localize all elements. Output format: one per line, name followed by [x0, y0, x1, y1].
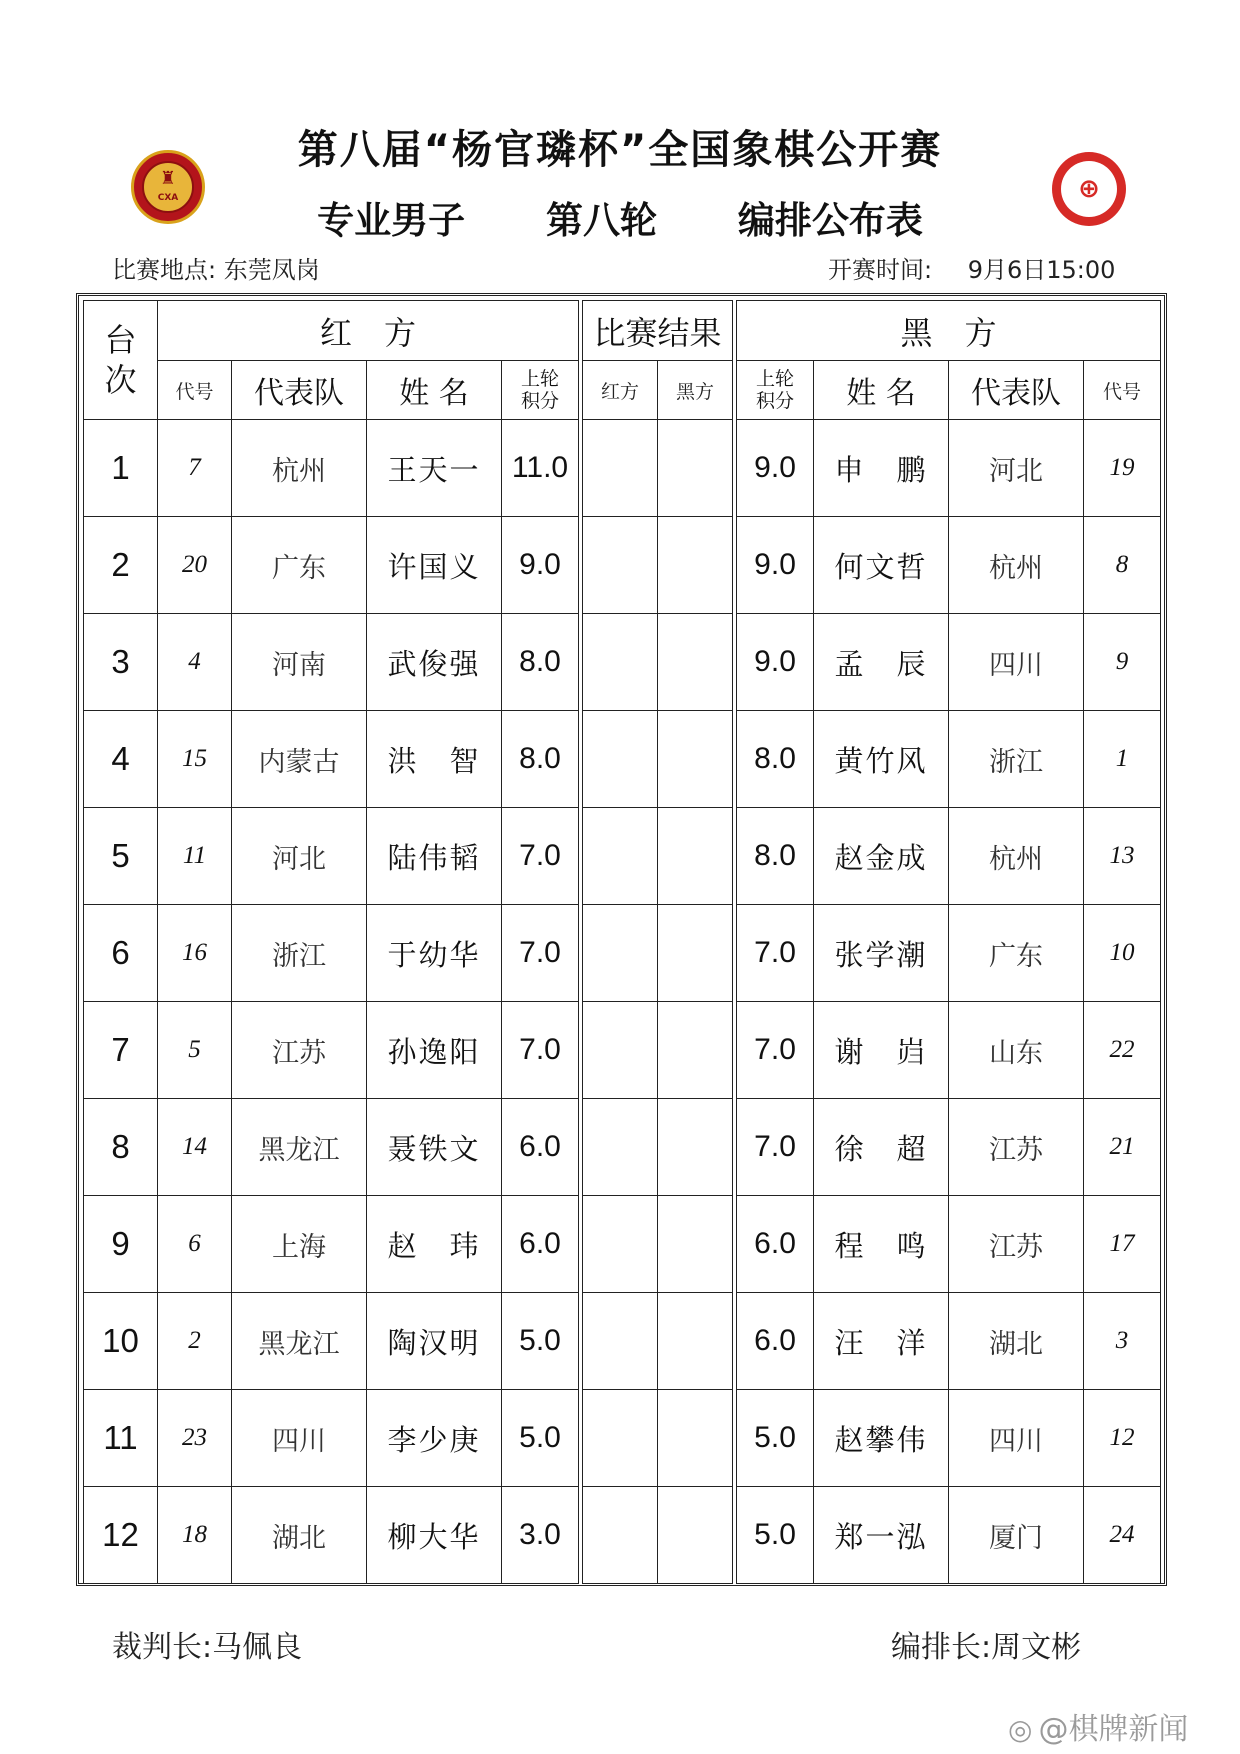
result-red-cell [583, 1293, 658, 1390]
black-prev-score: 7.0 [737, 1002, 814, 1099]
black-team-header: 代表队 [949, 361, 1084, 420]
black-team: 湖北 [949, 1293, 1084, 1390]
black-name: 郑一泓 [814, 1487, 949, 1584]
red-name: 柳大华 [367, 1487, 502, 1584]
result-black-cell [658, 1293, 733, 1390]
black-prev-score: 9.0 [737, 517, 814, 614]
red-code: 15 [158, 711, 232, 808]
watermark [1008, 1704, 1188, 1748]
black-prev-score: 8.0 [737, 808, 814, 905]
black-code: 12 [1084, 1390, 1161, 1487]
subtitle-round: 第八轮 [546, 199, 657, 242]
chief-referee: 裁判长:马佩良 [112, 1630, 303, 1665]
red-team: 浙江 [232, 905, 367, 1002]
black-code: 10 [1084, 905, 1161, 1002]
black-name: 徐 超 [814, 1099, 949, 1196]
result-red-cell [583, 1002, 658, 1099]
result-red-cell [583, 905, 658, 1002]
red-name-header: 姓 名 [367, 361, 502, 420]
black-code: 24 [1084, 1487, 1161, 1584]
black-team: 河北 [949, 420, 1084, 517]
weibo-icon: ◎ [1008, 1713, 1033, 1746]
black-prev-score: 6.0 [737, 1293, 814, 1390]
result-red-cell [583, 808, 658, 905]
result-black-cell [658, 1099, 733, 1196]
table-row [84, 1002, 1161, 1099]
table-row [84, 614, 1161, 711]
black-code: 9 [1084, 614, 1161, 711]
red-team: 广东 [232, 517, 367, 614]
venue-value: 东莞凤岗 [223, 256, 320, 284]
result-red-cell [583, 614, 658, 711]
chess-piece-icon: ♜ [159, 168, 177, 189]
time-label: 开赛时间: [828, 256, 933, 284]
board-number: 6 [84, 905, 158, 1002]
black-code: 8 [1084, 517, 1161, 614]
red-code: 23 [158, 1390, 232, 1487]
red-prev-score: 8.0 [502, 711, 579, 808]
prev-score-line2: 积分 [521, 390, 560, 412]
chief-arranger: 编排长:周文彬 [891, 1630, 1082, 1665]
red-prev-score: 7.0 [502, 905, 579, 1002]
red-team: 湖北 [232, 1487, 367, 1584]
red-team-header: 代表队 [232, 361, 367, 420]
result-black-cell [658, 808, 733, 905]
table-row [84, 517, 1161, 614]
board-number: 2 [84, 517, 158, 614]
result-red-cell [583, 1487, 658, 1584]
board-header [84, 301, 158, 420]
subtitle [0, 190, 1240, 244]
black-code-header: 代号 [1084, 361, 1161, 420]
red-team: 黑龙江 [232, 1293, 367, 1390]
red-team: 四川 [232, 1390, 367, 1487]
red-code: 4 [158, 614, 232, 711]
board-number: 10 [84, 1293, 158, 1390]
board-number: 1 [84, 420, 158, 517]
prev-score-line1: 上轮 [756, 368, 795, 390]
black-name: 孟 辰 [814, 614, 949, 711]
red-name: 陆伟韬 [367, 808, 502, 905]
result-black-cell [658, 1487, 733, 1584]
black-name: 何文哲 [814, 517, 949, 614]
black-prev-score: 7.0 [737, 905, 814, 1002]
black-team: 杭州 [949, 517, 1084, 614]
red-code: 14 [158, 1099, 232, 1196]
black-team: 四川 [949, 614, 1084, 711]
red-code: 20 [158, 517, 232, 614]
red-code: 2 [158, 1293, 232, 1390]
black-team: 浙江 [949, 711, 1084, 808]
prev-score-line1: 上轮 [521, 368, 560, 390]
black-code: 13 [1084, 808, 1161, 905]
black-prev-score-header [737, 361, 814, 420]
black-side-header: 黑 方 [737, 301, 1161, 361]
black-code: 21 [1084, 1099, 1161, 1196]
red-prev-score: 5.0 [502, 1293, 579, 1390]
red-prev-score: 5.0 [502, 1390, 579, 1487]
black-prev-score: 7.0 [737, 1099, 814, 1196]
red-code: 5 [158, 1002, 232, 1099]
prev-score-line2: 积分 [756, 390, 795, 412]
red-prev-score: 3.0 [502, 1487, 579, 1584]
red-code: 16 [158, 905, 232, 1002]
result-red-cell [583, 1390, 658, 1487]
black-code: 22 [1084, 1002, 1161, 1099]
result-black-cell [658, 517, 733, 614]
black-team: 厦门 [949, 1487, 1084, 1584]
table-row [84, 905, 1161, 1002]
table-row [84, 1390, 1161, 1487]
subtitle-group: 专业男子 [317, 199, 466, 242]
logo-right-emblem-icon: ⊕ [1061, 161, 1117, 217]
black-prev-score: 9.0 [737, 614, 814, 711]
table-row [84, 1196, 1161, 1293]
red-prev-score: 6.0 [502, 1099, 579, 1196]
black-prev-score: 6.0 [737, 1196, 814, 1293]
red-code-header: 代号 [158, 361, 232, 420]
result-red-cell [583, 420, 658, 517]
red-prev-score: 8.0 [502, 614, 579, 711]
result-black-cell [658, 905, 733, 1002]
red-prev-score: 7.0 [502, 808, 579, 905]
red-prev-score-header [502, 361, 579, 420]
table-row [84, 1487, 1161, 1584]
red-team: 黑龙江 [232, 1099, 367, 1196]
pairing-rows [84, 420, 1161, 1584]
venue-info [112, 250, 320, 285]
result-red-cell [583, 517, 658, 614]
page-title: 第八届“杨官璘杯”全国象棋公开赛 [297, 127, 943, 173]
black-code: 3 [1084, 1293, 1161, 1390]
red-code: 18 [158, 1487, 232, 1584]
red-prev-score: 11.0 [502, 420, 579, 517]
red-code: 11 [158, 808, 232, 905]
red-team: 上海 [232, 1196, 367, 1293]
board-number: 7 [84, 1002, 158, 1099]
black-code: 1 [1084, 711, 1161, 808]
red-name: 王天一 [367, 420, 502, 517]
red-team: 内蒙古 [232, 711, 367, 808]
result-black-cell [658, 614, 733, 711]
start-time-info [828, 250, 1115, 285]
board-number: 9 [84, 1196, 158, 1293]
black-name: 黄竹风 [814, 711, 949, 808]
result-black-cell [658, 420, 733, 517]
result-black-header: 黑方 [658, 361, 733, 420]
board-number: 11 [84, 1390, 158, 1487]
black-prev-score: 5.0 [737, 1390, 814, 1487]
board-number: 5 [84, 808, 158, 905]
red-name: 李少庚 [367, 1390, 502, 1487]
black-name: 张学潮 [814, 905, 949, 1002]
result-black-cell [658, 1390, 733, 1487]
red-prev-score: 7.0 [502, 1002, 579, 1099]
black-name: 谢 岿 [814, 1002, 949, 1099]
result-black-cell [658, 1196, 733, 1293]
table-row [84, 1099, 1161, 1196]
black-name-header: 姓 名 [814, 361, 949, 420]
red-name: 聂铁文 [367, 1099, 502, 1196]
pairing-table [83, 300, 1161, 1584]
black-team: 四川 [949, 1390, 1084, 1487]
board-number: 3 [84, 614, 158, 711]
red-name: 洪 智 [367, 711, 502, 808]
black-prev-score: 5.0 [737, 1487, 814, 1584]
red-name: 孙逸阳 [367, 1002, 502, 1099]
black-code: 17 [1084, 1196, 1161, 1293]
board-number: 12 [84, 1487, 158, 1584]
result-header: 比赛结果 [583, 301, 733, 361]
black-prev-score: 8.0 [737, 711, 814, 808]
red-name: 于幼华 [367, 905, 502, 1002]
black-prev-score: 9.0 [737, 420, 814, 517]
result-red-header: 红方 [583, 361, 658, 420]
subtitle-doc: 编排公布表 [737, 199, 923, 242]
venue-label: 比赛地点: [112, 256, 217, 284]
red-prev-score: 6.0 [502, 1196, 579, 1293]
red-name: 陶汉明 [367, 1293, 502, 1390]
board-number: 4 [84, 711, 158, 808]
black-team: 江苏 [949, 1099, 1084, 1196]
black-name: 申 鹏 [814, 420, 949, 517]
red-prev-score: 9.0 [502, 517, 579, 614]
black-name: 程 鸣 [814, 1196, 949, 1293]
red-team: 江苏 [232, 1002, 367, 1099]
time-value: 9月6日15:00 [967, 256, 1116, 284]
result-red-cell [583, 1196, 658, 1293]
result-red-cell [583, 711, 658, 808]
pairing-sheet [76, 293, 1167, 1586]
black-name: 赵金成 [814, 808, 949, 905]
table-row [84, 420, 1161, 517]
black-name: 赵攀伟 [814, 1390, 949, 1487]
black-name: 汪 洋 [814, 1293, 949, 1390]
logo-left-text: CXA [157, 193, 179, 203]
table-row [84, 808, 1161, 905]
black-team: 杭州 [949, 808, 1084, 905]
result-black-cell [658, 711, 733, 808]
red-team: 杭州 [232, 420, 367, 517]
red-name: 许国义 [367, 517, 502, 614]
red-team: 河北 [232, 808, 367, 905]
board-number: 8 [84, 1099, 158, 1196]
board-header-label: 台次 [104, 321, 137, 399]
result-red-cell [583, 1099, 658, 1196]
black-team: 山东 [949, 1002, 1084, 1099]
watermark-text: @棋牌新闻 [1038, 1712, 1189, 1747]
black-code: 19 [1084, 420, 1161, 517]
red-team: 河南 [232, 614, 367, 711]
table-row [84, 1293, 1161, 1390]
red-code: 6 [158, 1196, 232, 1293]
red-code: 7 [158, 420, 232, 517]
red-name: 武俊强 [367, 614, 502, 711]
red-name: 赵 玮 [367, 1196, 502, 1293]
red-side-header: 红 方 [158, 301, 579, 361]
black-team: 广东 [949, 905, 1084, 1002]
result-black-cell [658, 1002, 733, 1099]
black-team: 江苏 [949, 1196, 1084, 1293]
table-row [84, 711, 1161, 808]
